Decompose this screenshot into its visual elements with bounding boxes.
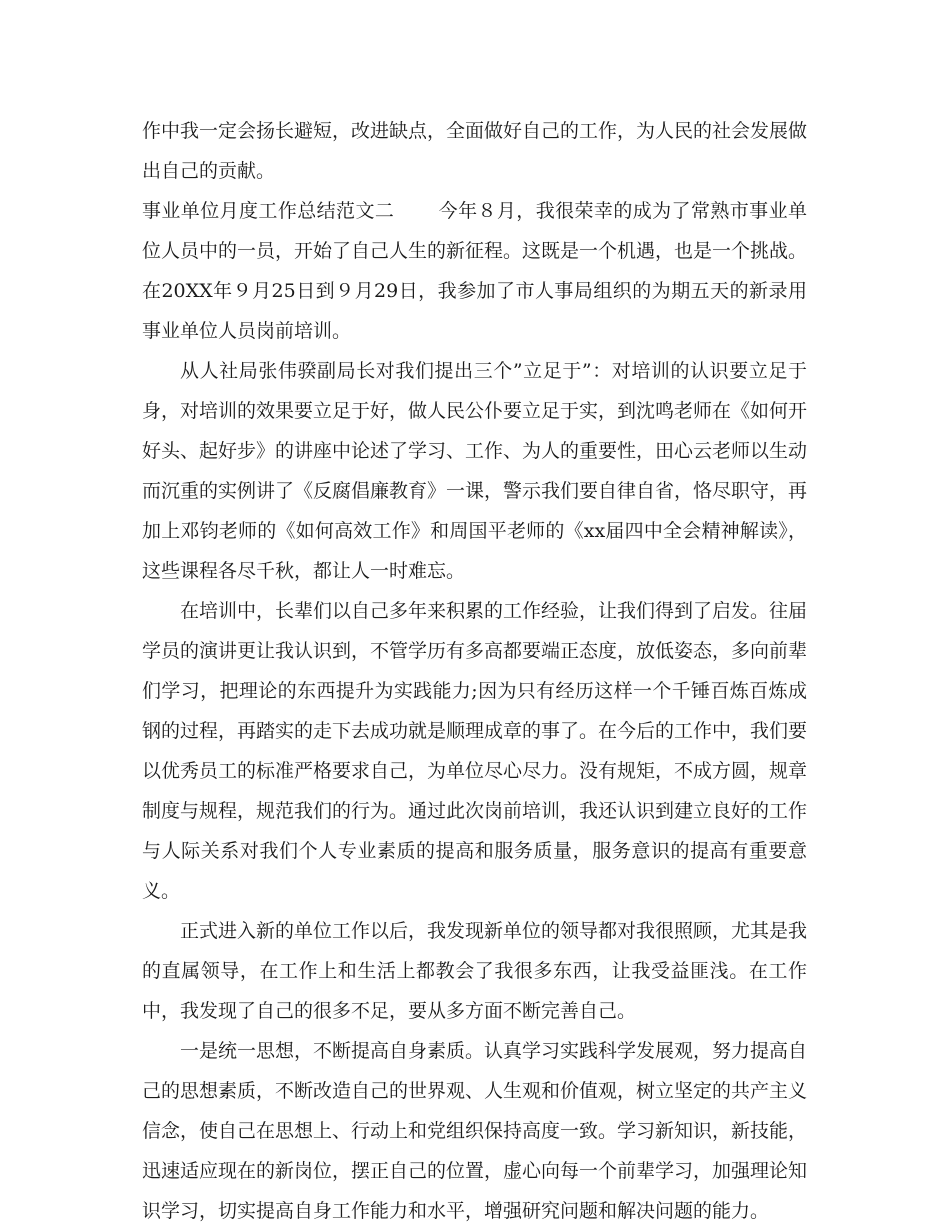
paragraph-article-intro <box>142 191 807 351</box>
article-intro-text: 今年８月，我很荣幸的成为了常熟市事业单位人员中的一员，开始了自己人生的新征程。这既是一个机遇，也是一个挑战。在20XX年９月25日到９月29日，我参加了市人事局组织的为期五天的新录用事业单位人员岗前培训。 <box>142 200 808 342</box>
paragraph-point-one: 一是统一思想，不断提高自身素质。认真学习实践科学发展观，努力提高自己的思想素质，不断改造自己的世界观、人生观和价值观，树立坚定的共产主义信念，使自己在思想上、行动上和党组织保持高度一致。学习新知识，新技能，迅速适应现在的新岗位，摆正自己的位置，虚心向每一个前辈学习，加强理论知识学习，切实提高自身工作能力和水平，增强研究问题和解决问题的能力。 <box>142 1040 808 1222</box>
paragraph-training-courses: 从人社局张伟骙副局长对我们提出三个”立足于”：对培训的认识要立足于身，对培训的效果要立足于好，做人民公仆要立足于实，到沈鸣老师在《如何开好头、起好步》的讲座中论述了学习、工作、为人的重要性，田心云老师以生动而沉重的实例讲了《反腐倡廉教育》一课，警示我们要自律自省，恪尽职守，再加上邓钧老师的《如何高效工作》和周国平老师的《xx届四中全会精神解读》，这些课程各尽千秋，都让人一时难忘。 <box>142 360 808 582</box>
paragraph-training-experience: 在培训中，长辈们以自己多年来积累的工作经验，让我们得到了启发。往届学员的演讲更让我认识到，不管学历有多高都要端正态度，放低姿态，多向前辈们学习，把理论的东西提升为实践能力;因为只有经历这样一个千锤百炼百炼成钢的过程，再踏实的走下去成功就是顺理成章的事了。在今后的工作中，我们要以优秀员工的标准严格要求自己，为单位尽心尽力。没有规矩，不成方圆，规章制度与规程，规范我们的行为。通过此次岗前培训，我还认识到建立良好的工作与人际关系对我们个人专业素质的提高和服务质量，服务意识的提高有重要意义。 <box>142 600 808 902</box>
paragraph-new-unit: 正式进入新的单位工作以后，我发现新单位的领导都对我很照顾，尤其是我的直属领导，在工作上和生活上都教会了我很多东西，让我受益匪浅。在工作中，我发现了自己的很多不足，要从多方面不断完善自己。 <box>142 920 808 1022</box>
document-body <box>142 111 807 1231</box>
article-heading: 事业单位月度工作总结范文二 <box>142 200 395 222</box>
paragraph-continuation: 作中我一定会扬长避短，改进缺点，全面做好自己的工作，为人民的社会发展做出自己的贡献。 <box>142 120 808 182</box>
